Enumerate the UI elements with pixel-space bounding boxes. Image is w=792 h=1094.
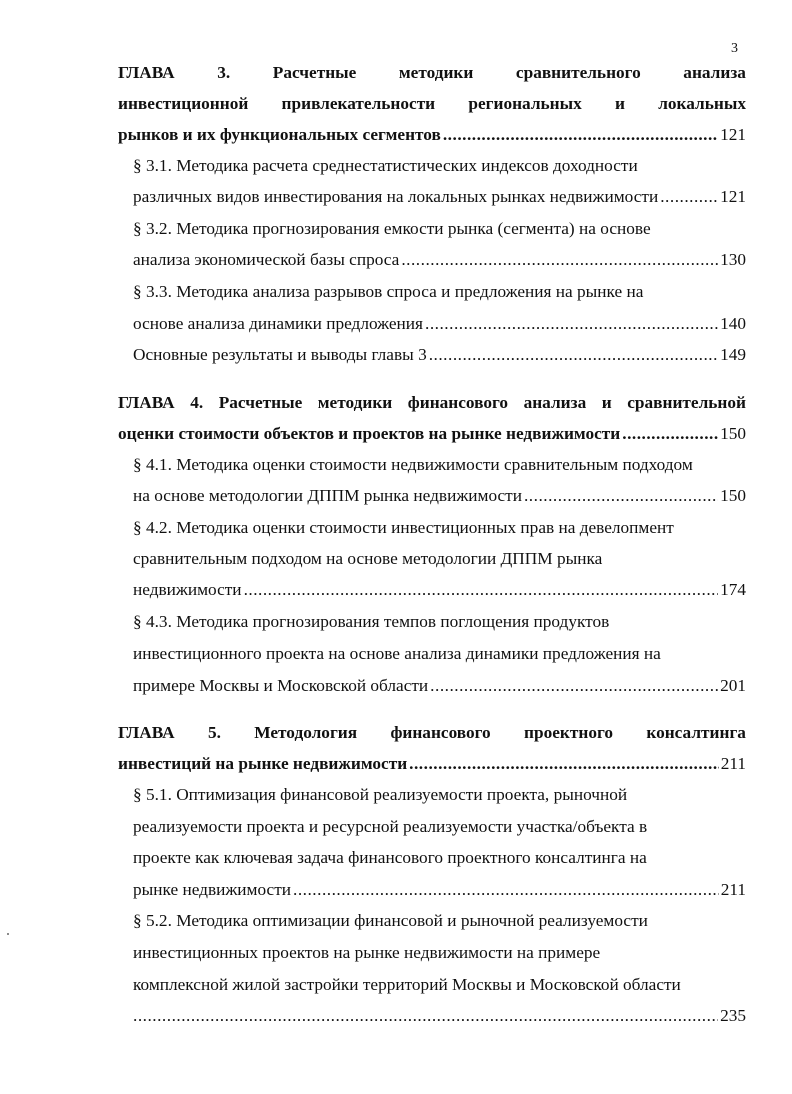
word: проектного: [524, 723, 614, 742]
chapter-3-results-text: Основные результаты и выводы главы 3: [133, 345, 427, 364]
section-5-2-line-1: § 5.2. Методика оптимизации финансовой и рыночной реализуемости: [133, 911, 648, 930]
word: привлекательности: [281, 94, 436, 113]
section-4-1-entry[interactable]: [133, 481, 746, 511]
chapter-3-title-line-1: [118, 58, 746, 88]
word: Расчетные: [218, 393, 303, 412]
chapter-4-title-line-2: оценки стоимости объектов и проектов на рынке недвижимости: [118, 424, 621, 443]
section-4-3-entry[interactable]: [133, 671, 746, 701]
dot-leader: [425, 309, 718, 339]
word: Методология: [254, 723, 358, 742]
section-5-1-line-1: § 5.1. Оптимизация финансовой реализуемости проекта, рыночной: [133, 785, 628, 804]
word: ГЛАВА: [118, 63, 175, 82]
section-4-1-line-1: § 4.1. Методика оценки стоимости недвижимости сравнительным подходом: [133, 455, 693, 474]
dot-leader: [429, 340, 718, 370]
dot-leader: [430, 671, 718, 701]
section-4-3-line-1: § 4.3. Методика прогнозирования темпов поглощения продуктов: [133, 612, 610, 631]
dot-leader: [622, 419, 718, 449]
chapter-5-title-line-1: [118, 718, 746, 748]
section-3-1-line-1: § 3.1. Методика расчета среднестатистических индексов доходности: [133, 156, 638, 175]
word: ГЛАВА: [118, 393, 175, 412]
page-number: 3: [731, 41, 738, 56]
word: 5.: [208, 723, 221, 742]
section-3-2-page: 130: [720, 250, 746, 269]
section-5-1-line-2: реализуемости проекта и ресурсной реализуемости участка/объекта в: [133, 817, 648, 836]
section-3-3-line-2: основе анализа динамики предложения: [133, 314, 424, 333]
section-5-1-page: 211: [720, 880, 746, 899]
dot-leader: [443, 120, 718, 150]
chapter-4-title-line-1: [118, 388, 746, 418]
dot-leader: [524, 481, 718, 511]
dot-leader: [293, 875, 719, 905]
section-5-1-line-4: рынке недвижимости: [133, 880, 292, 899]
section-5-2-entry[interactable]: [133, 1001, 746, 1031]
section-4-1-line-2: на основе методологии ДППМ рынка недвижимости: [133, 486, 522, 505]
word: ГЛАВА: [118, 723, 175, 742]
scan-speck: [7, 933, 9, 935]
word: и: [615, 94, 625, 113]
chapter-4-page: 150: [720, 424, 746, 443]
chapter-5-entry[interactable]: [118, 749, 746, 779]
section-5-1-line-3: проекте как ключевая задача финансового проектного консалтинга на: [133, 848, 647, 867]
section-4-2-line-1: § 4.2. Методика оценки стоимости инвестиционных прав на девелопмент: [133, 518, 674, 537]
section-4-1-page: 150: [720, 486, 746, 505]
word: финансового: [390, 723, 491, 742]
section-5-1-entry[interactable]: [133, 875, 746, 905]
word: методики: [398, 63, 474, 82]
word: локальных: [658, 94, 746, 113]
word: инвестиционной: [118, 94, 249, 113]
section-4-3-line-2: инвестиционного проекта на основе анализа динамики предложения на: [133, 644, 661, 663]
word: 4.: [190, 393, 204, 412]
dot-leader: [244, 575, 719, 605]
word: консалтинга: [646, 723, 746, 742]
chapter-3-title-line-3: рынков и их функциональных сегментов: [118, 125, 441, 144]
dot-leader: [660, 182, 718, 212]
section-4-2-line-3: недвижимости: [133, 580, 242, 599]
word: методики: [317, 393, 393, 412]
section-3-2-line-2: анализа экономической базы спроса: [133, 250, 400, 269]
section-3-1-entry[interactable]: [133, 182, 746, 212]
section-4-2-line-2: сравнительным подходом на основе методологии ДППМ рынка: [133, 549, 603, 568]
section-5-2-page: 235: [720, 1006, 746, 1025]
section-3-1-line-2: различных видов инвестирования на локальных рынках недвижимости: [133, 187, 659, 206]
section-4-2-page: 174: [720, 580, 746, 599]
section-4-3-line-3: примере Москвы и Московской области: [133, 676, 429, 695]
section-4-2-entry[interactable]: [133, 575, 746, 605]
chapter-3-results-entry[interactable]: [133, 340, 746, 370]
chapter-4-entry[interactable]: [118, 419, 746, 449]
section-5-2-line-3: комплексной жилой застройки территорий Москвы и Московской области: [133, 975, 681, 994]
chapter-5-page: 211: [720, 754, 746, 773]
section-5-2-line-2: инвестиционных проектов на рынке недвижимости на примере: [133, 943, 601, 962]
chapter-5-title-line-2: инвестиций на рынке недвижимости: [118, 754, 408, 773]
dot-leader: [409, 749, 719, 779]
chapter-3-results-page: 149: [720, 345, 746, 364]
word: финансового: [407, 393, 509, 412]
section-3-3-line-1: § 3.3. Методика анализа разрывов спроса и предложения на рынке на: [133, 282, 644, 301]
section-3-2-entry[interactable]: [133, 245, 746, 275]
section-3-2-line-1: § 3.2. Методика прогнозирования емкости рынка (сегмента) на основе: [133, 219, 651, 238]
word: Расчетные: [272, 63, 357, 82]
word: и: [601, 393, 612, 412]
dot-leader: [401, 245, 718, 275]
chapter-3-page: 121: [720, 125, 746, 144]
word: анализа: [523, 393, 587, 412]
word: 3.: [217, 63, 231, 82]
section-3-1-page: 121: [720, 187, 746, 206]
word: региональных: [468, 94, 582, 113]
word: сравнительной: [627, 393, 746, 412]
section-3-3-entry[interactable]: [133, 309, 746, 339]
word: сравнительного: [515, 63, 641, 82]
dot-leader: [133, 1001, 718, 1031]
word: анализа: [683, 63, 746, 82]
chapter-3-entry[interactable]: [118, 120, 746, 150]
section-4-3-page: 201: [720, 676, 746, 695]
section-3-3-page: 140: [720, 314, 746, 333]
chapter-3-title-line-2: [118, 89, 746, 119]
